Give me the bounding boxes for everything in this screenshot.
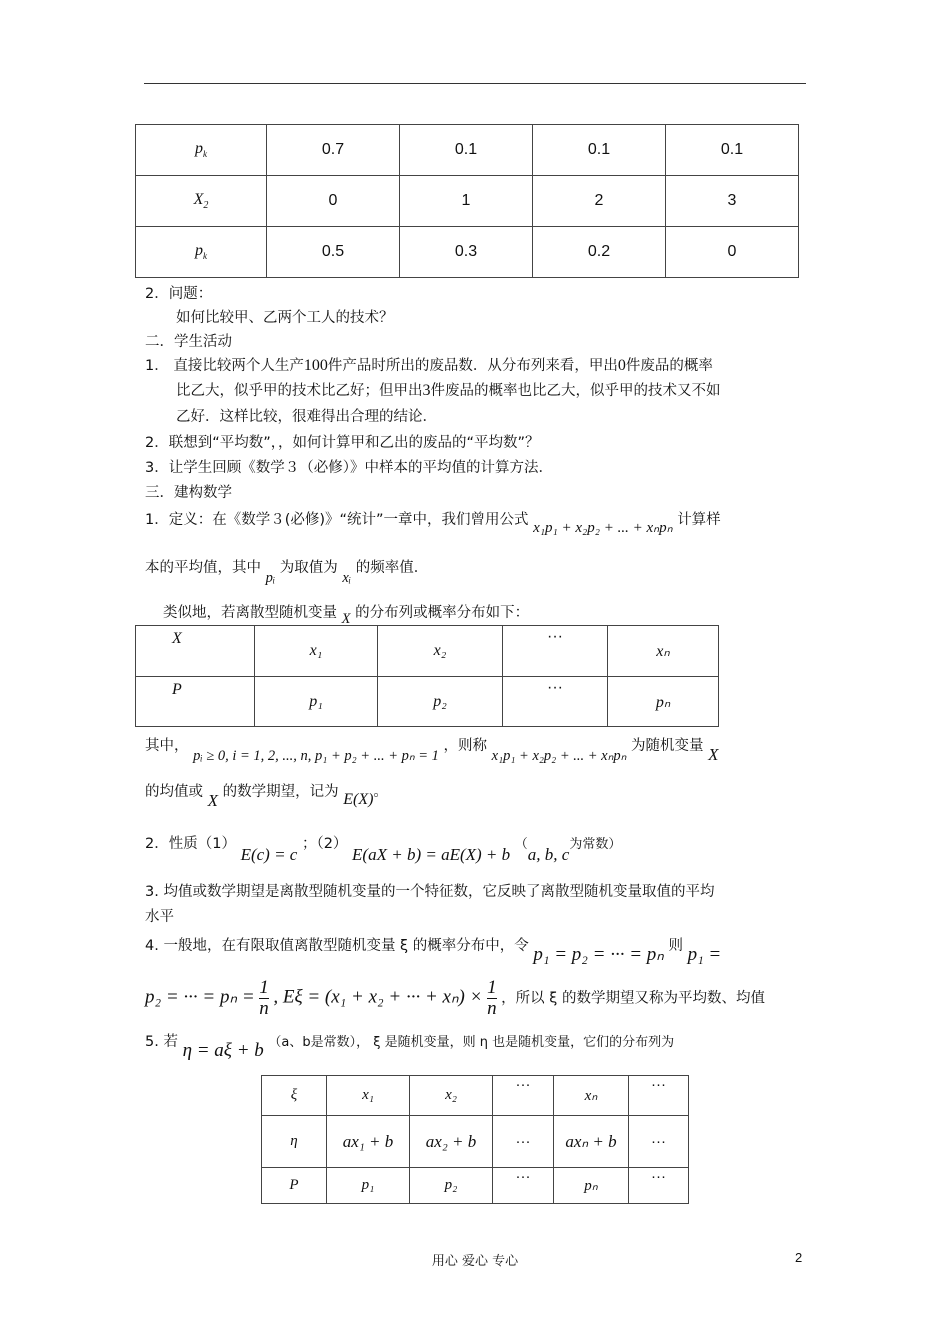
paragraph-line: 比乙大，似乎甲的技术比乙好；但甲出3件废品的概率也比乙大，似乎甲的技术又不如 [176,382,721,399]
table-row [136,227,799,278]
table-cell: p₂ [378,677,503,727]
paragraph-line: 水平 [145,909,174,925]
definition-line: 其中， pᵢ ≥ 0, i = 1, 2, ..., n, p₁ + p₂ + ... + pₙ = 1 ，则称 x₁p₁ + x₂p₂ + ... + xₙpₙ 为随机变量 X [145,738,719,764]
row-label: $p_k$ [136,227,267,278]
table-cell: x₁ [255,626,378,677]
property-line: 2．性质（1） E(c) = c ；（2） E(aX + b) = aE(X) + b （a, b, c为常数） [145,836,622,864]
paragraph-line: 5. 若 η = aξ + b （a、b是常数）， ξ 是随机变量，则 η 也是随机变量，它们的分布列为 [145,1034,675,1061]
table-cell: ··· [493,1116,554,1168]
table-cell: 0 [267,176,400,227]
distribution-table-eta [261,1075,689,1204]
row-label: X [136,626,255,677]
paragraph-line: 乙好．这样比较，很难得出合理的结论． [176,409,437,425]
table-cell: ax₂ + b [410,1116,493,1168]
distribution-table-1 [135,124,799,278]
table-row [136,176,799,227]
paragraph-line: 3. 均值或数学期望是离散型随机变量的一个特征数，它反映了离散型随机变量取值的平均 [145,884,715,900]
definition-line: 的均值或 X 的数学期望，记为 E(X)。 [145,784,388,810]
row-label: $p_k$ [136,125,267,176]
table-cell: 0.7 [267,125,400,176]
table-cell: x₂ [410,1076,493,1116]
table-cell: ··· [629,1168,689,1204]
table-cell: p₁ [327,1168,410,1204]
table-cell: xₙ [608,626,719,677]
table-cell: 3 [666,176,799,227]
page-footer: 用心 爱心 专心 [431,1254,519,1269]
table-cell: ··· [629,1076,689,1116]
table-cell: pₙ [608,677,719,727]
paragraph-line: 2．联想到“平均数”，，如何计算甲和乙出的废品的“平均数”？ [145,435,540,451]
paragraph-line: 4. 一般地，在有限取值离散型随机变量 ξ 的概率分布中，令 p₁ = p₂ = ··· = pₙ 则 p₁ = [145,938,722,965]
table-cell: 0 [666,227,799,278]
table-cell: xₙ [554,1076,629,1116]
table-cell: ··· [503,677,608,727]
row-label: P [136,677,255,727]
definition-line: 本的平均值，其中 pᵢ 为取值为 xᵢ 的频率值． [145,560,429,586]
table-cell: ··· [503,626,608,677]
fraction-one-over-n: $\frac{1}{n}$ [487,977,497,1019]
row-label: P [262,1168,327,1204]
table-cell: 0.1 [666,125,799,176]
table-cell: 0.5 [267,227,400,278]
table-row [136,677,719,727]
distribution-table-general [135,625,719,727]
section-heading-construct: 三．建构数学 [145,485,232,501]
table-cell: ··· [493,1168,554,1204]
table-row [262,1116,689,1168]
table-cell: 2 [533,176,666,227]
table-cell: pₙ [554,1168,629,1204]
table-cell: 0.1 [400,125,533,176]
table-cell: axₙ + b [554,1116,629,1168]
row-label: η [262,1116,327,1168]
definition-line: 类似地，若离散型随机变量 X 的分布列或概率分布如下： [163,605,530,627]
paragraph-line: 1． 直接比较两个人生产100件产品时所出的废品数．从分布列来看，甲出0件废品的概率 [145,357,713,374]
row-label: ξ [262,1076,327,1116]
question-heading: 2．问题： [145,286,213,302]
section-heading-activity: 二．学生活动 [145,334,232,350]
table-row [136,626,719,677]
table-cell: p₁ [255,677,378,727]
formula-line: p₂ = ··· = pₙ = $\frac{1}{n}$ , Eξ = (x₁ + x₂ + ··· + xₙ) × $\frac{1}{n}$ ，所以 ξ 的数学期望又称为平均数、均值 [145,977,765,1019]
header-rule [144,83,806,84]
question-text: 如何比较甲、乙两个工人的技术？ [176,310,394,326]
table-cell: ··· [493,1076,554,1116]
paragraph-line: 3．让学生回顾《数学３（必修）》中样本的平均值的计算方法． [145,460,553,476]
table-row [262,1076,689,1116]
table-row [136,125,799,176]
table-cell: p₂ [410,1168,493,1204]
table-cell: 0.2 [533,227,666,278]
table-cell: x₁ [327,1076,410,1116]
page-number: 2 [795,1250,803,1265]
table-cell: 0.1 [533,125,666,176]
definition-line: 1．定义：在《数学３(必修)》“统计”一章中，我们曾用公式 x₁p₁ + x₂p₂ + ... + xₙpₙ 计算样 [145,512,721,536]
table-cell: ··· [629,1116,689,1168]
table-cell: ax₁ + b [327,1116,410,1168]
table-cell: x₂ [378,626,503,677]
table-cell: 1 [400,176,533,227]
row-label: $X_2$ [136,176,267,227]
table-cell: 0.3 [400,227,533,278]
table-row [262,1168,689,1204]
fraction-one-over-n: $\frac{1}{n}$ [259,977,269,1019]
